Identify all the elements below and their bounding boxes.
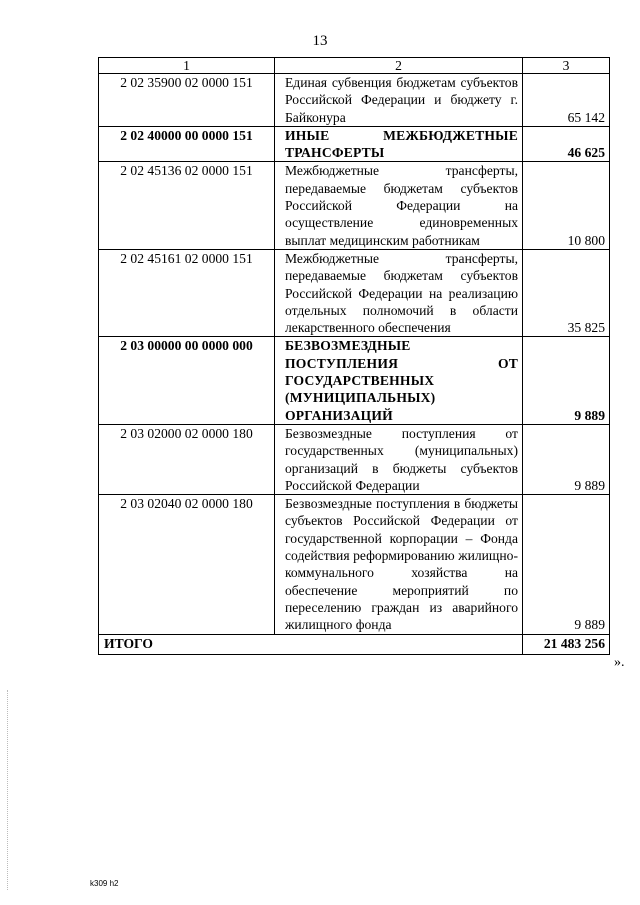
budget-code: 2 02 40000 00 0000 151 — [99, 126, 275, 162]
margin-mark — [7, 690, 8, 890]
revenue-amount: 9 889 — [523, 337, 610, 424]
revenue-table-container — [98, 57, 609, 655]
revenue-description: Единая субвенция бюджетам субъектов Российской Федерации и бюджету г. Байконура — [275, 74, 523, 127]
revenue-amount: 46 625 — [523, 126, 610, 162]
revenue-amount: 35 825 — [523, 249, 610, 336]
budget-code: 2 02 35900 02 0000 151 — [99, 74, 275, 127]
table-row — [99, 424, 610, 494]
revenue-description: БЕЗВОЗМЕЗДНЫЕ ПОСТУПЛЕНИЯ ОТ ГОСУДАРСТВЕННЫХ (МУНИЦИПАЛЬНЫХ) ОРГАНИЗАЦИЙ — [275, 337, 523, 424]
table-row — [99, 162, 610, 249]
header-col-3: 3 — [523, 58, 610, 74]
footer-code: k309 h2 — [90, 879, 119, 888]
table-row — [99, 337, 610, 424]
budget-code: 2 03 00000 00 0000 000 — [99, 337, 275, 424]
revenue-amount: 9 889 — [523, 424, 610, 494]
table-row — [99, 74, 610, 127]
revenue-description: Безвозмездные поступления в бюджеты субъектов Российской Федерации от государственной корпорации – Фонда содействия реформированию жилищно-коммунального хозяйства на обеспечение мероприятий по переселению граждан из аварийного жилищного фонда — [275, 495, 523, 634]
revenue-description: Межбюджетные трансферты, передаваемые бюджетам субъектов Российской Федерации на реализацию отдельных полномочий в области лекарственного обеспечения — [275, 249, 523, 336]
revenue-description: Межбюджетные трансферты, передаваемые бюджетам субъектов Российской Федерации на осуществление единовременных выплат медицинским работникам — [275, 162, 523, 249]
budget-code: 2 02 45161 02 0000 151 — [99, 249, 275, 336]
table-row — [99, 249, 610, 336]
revenue-amount: 9 889 — [523, 495, 610, 634]
budget-code: 2 03 02000 02 0000 180 — [99, 424, 275, 494]
budget-code: 2 02 45136 02 0000 151 — [99, 162, 275, 249]
table-row — [99, 126, 610, 162]
header-col-1: 1 — [99, 58, 275, 74]
page-number: 13 — [312, 33, 328, 49]
header-row — [99, 58, 610, 74]
header-col-2: 2 — [275, 58, 523, 74]
revenue-description: ИНЫЕ МЕЖБЮДЖЕТНЫЕ ТРАНСФЕРТЫ — [275, 126, 523, 162]
revenue-amount: 65 142 — [523, 74, 610, 127]
table-row — [99, 495, 610, 634]
total-row — [99, 634, 610, 654]
closing-quote: ». — [614, 655, 625, 670]
budget-code: 2 03 02040 02 0000 180 — [99, 495, 275, 634]
total-label: ИТОГО — [99, 634, 523, 654]
revenue-description: Безвозмездные поступления от государственных (муниципальных) организаций в бюджеты субъектов Российской Федерации — [275, 424, 523, 494]
revenue-amount: 10 800 — [523, 162, 610, 249]
total-amount: 21 483 256 — [523, 634, 610, 654]
revenue-table — [98, 57, 610, 655]
